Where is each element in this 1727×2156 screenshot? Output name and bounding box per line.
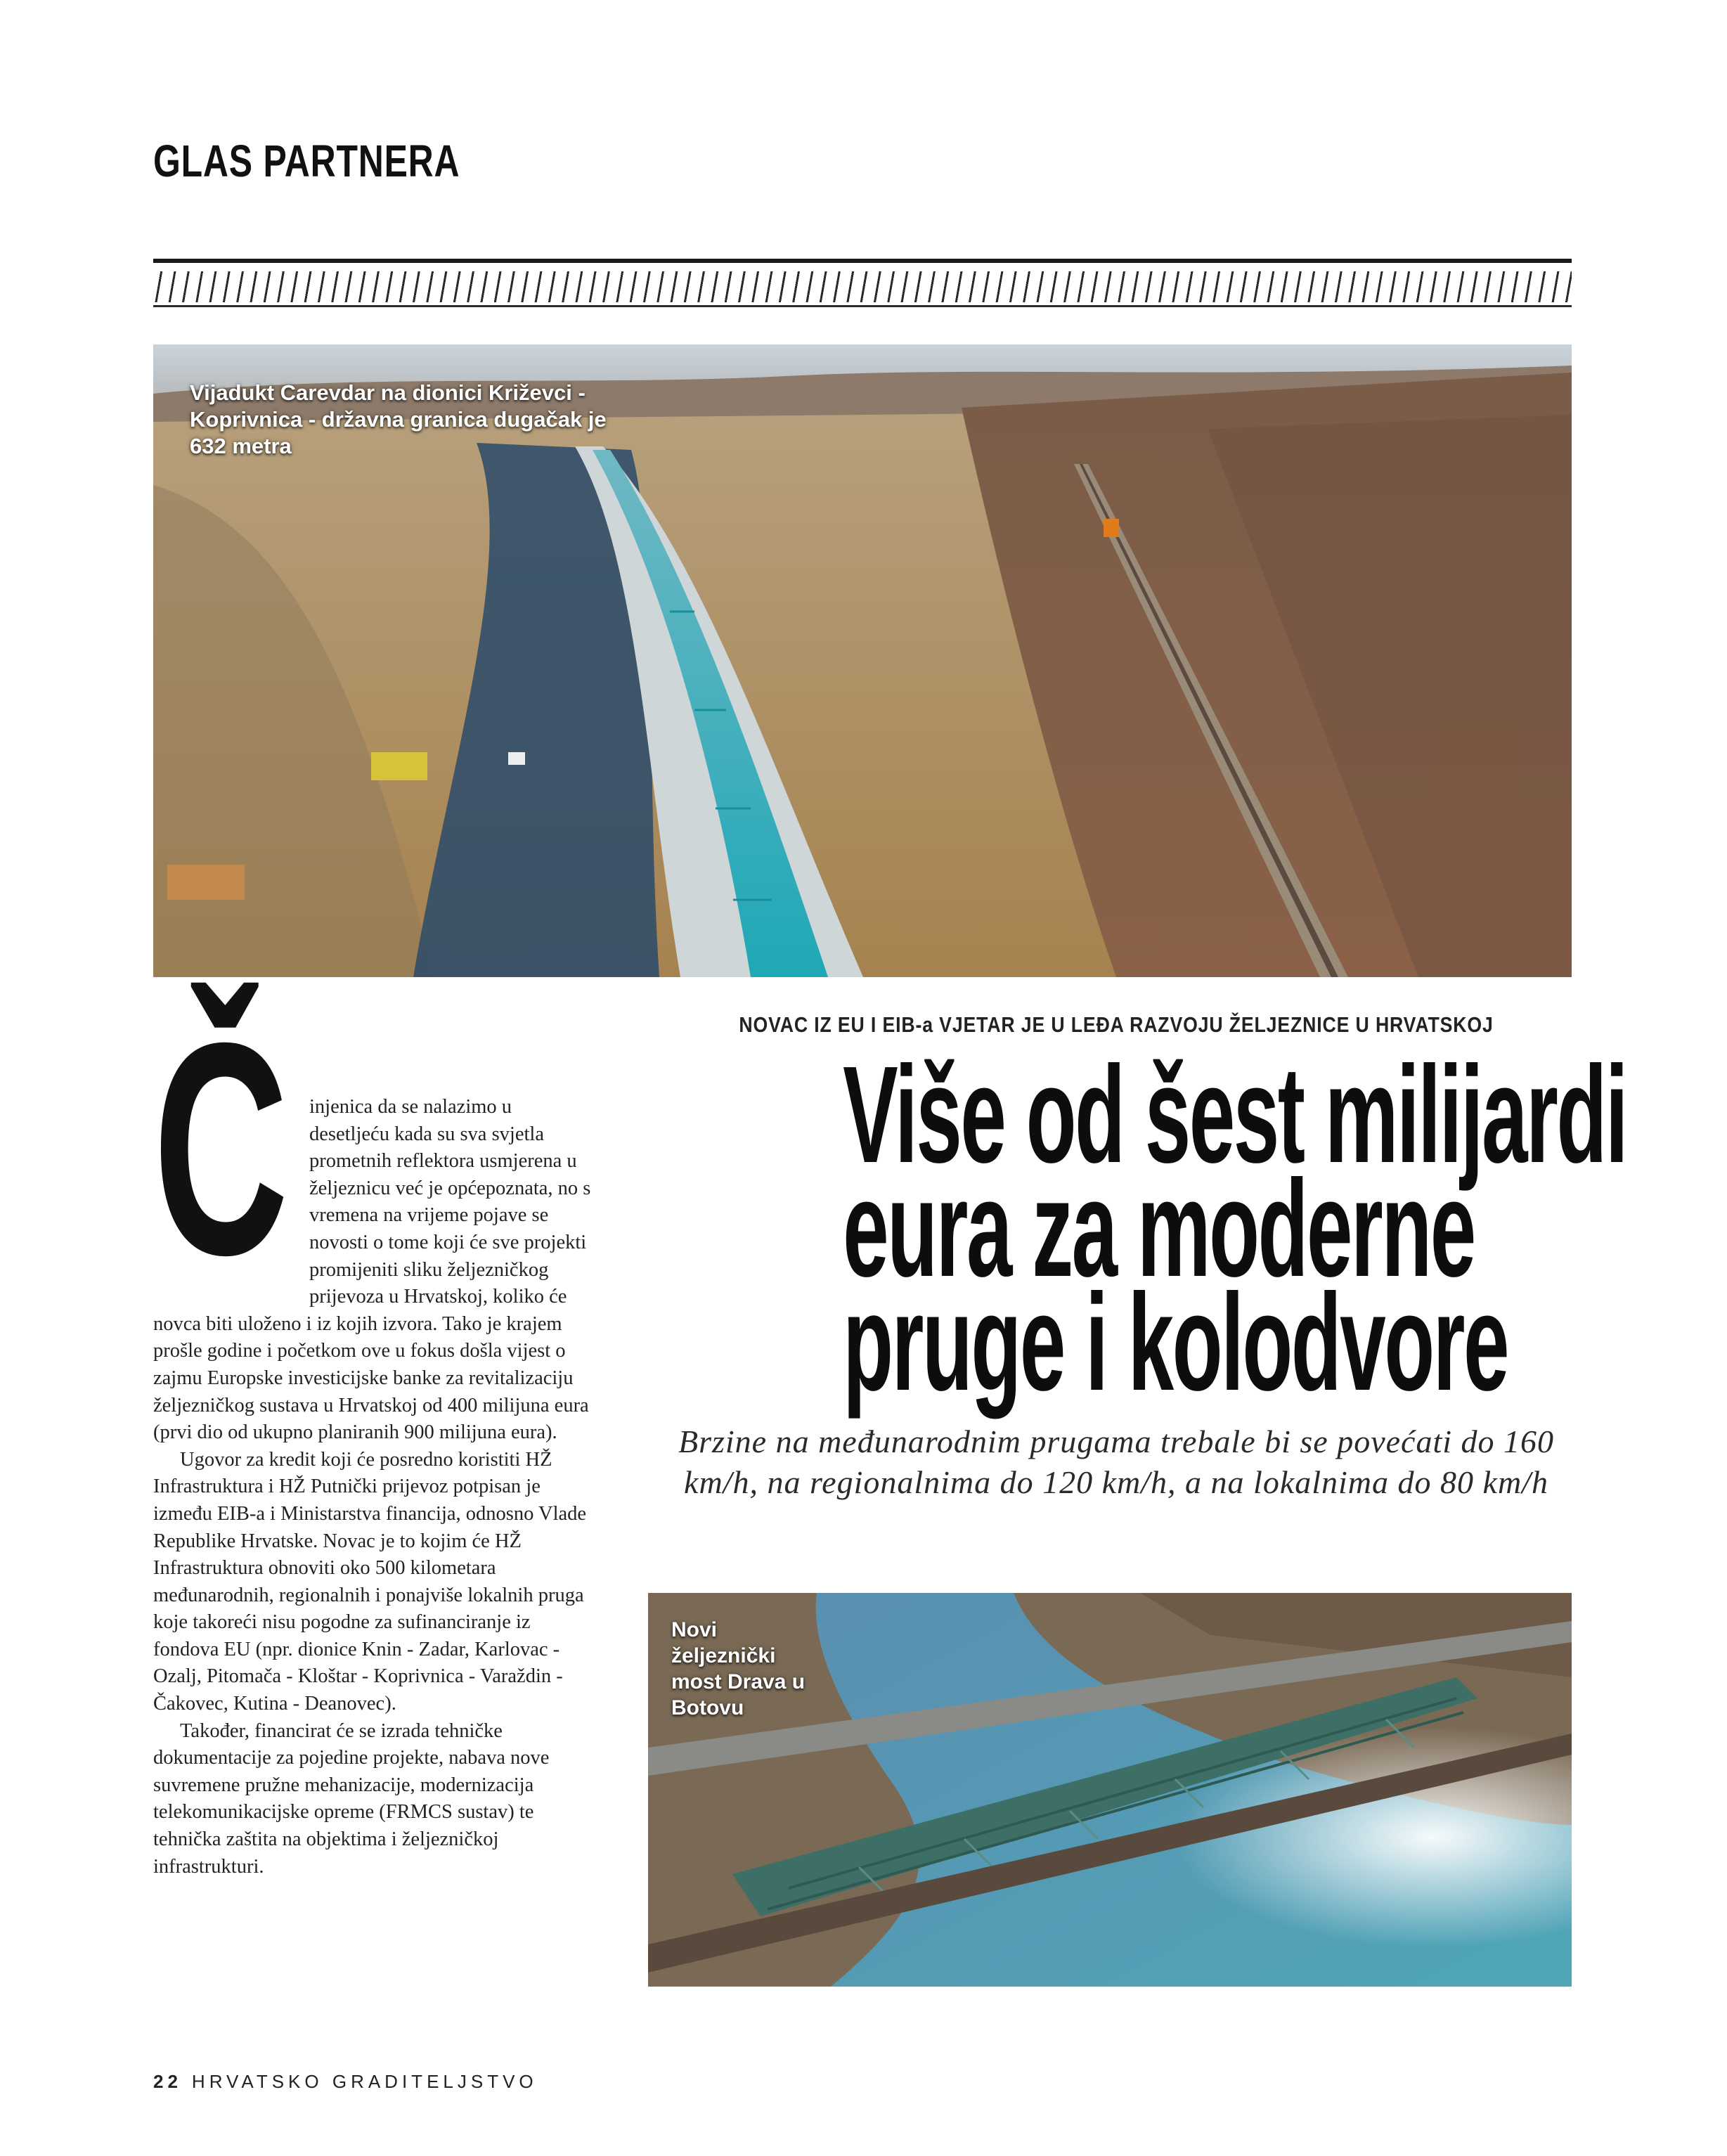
- headline: [661, 1038, 1627, 1419]
- hatch-divider: [153, 271, 1572, 302]
- headline-line: Više od šest milijardi: [843, 1038, 1627, 1192]
- article-body: [153, 1094, 593, 1880]
- page-number: 22: [153, 2071, 182, 2092]
- hatch-underline: [153, 305, 1572, 307]
- drop-cap: Č: [153, 981, 289, 1318]
- headline-line: pruge i kolodvore: [843, 1265, 1508, 1419]
- article-paragraph-2: Ugovor za kredit koji će posredno koristiti HŽ Infrastruktura i HŽ Putnički prijevoz potpisan je između EIB-a i Ministarstva financija, odnosno Vlade Republike Hrvatske. Novac je to kojim će HŽ Infrastruktura obnoviti oko 500 kilometara međunarodnih, regionalnih i ponajviše lokalnih pruga koje takoreći nisu pogodne za sufinanciranje iz fondova EU (npr. dionice Knin - Zadar, Karlovac - Ozalj, Pitomača - Kloštar - Koprivnica - Varaždin - Čakovec, Kutina - Deanovec).: [153, 1448, 587, 1715]
- article-paragraph-3: Također, financirat će se izrada tehničke dokumentacije za pojedine projekte, nabava nove suvremene pružne mehanizacije, modernizacija telekomunikacijske opreme (FRMCS sustav) te tehnička zaštita na objektima i željezničkoj infrastrukturi.: [153, 1719, 550, 1878]
- header-rule: [153, 259, 1572, 263]
- kicker: NOVAC IZ EU I EIB-a VJETAR JE U LEĐA RAZVOJU ŽELJEZNICE U HRVATSKOJ: [739, 1012, 1494, 1037]
- publication-name: HRVATSKO GRADITELJSTVO: [191, 2071, 538, 2092]
- bridge-caption: Novi željeznički most Drava u Botovu: [671, 1618, 806, 1719]
- article-paragraph-1: injenica da se nalazimo u desetljeću kada su sva svjetla prometnih reflektora usmjerena u željeznicu već je općepoznata, no s vremena na vrijeme pojave se novosti o tome koji će sve projekti promijeniti sliku željezničkog prijevoza u Hrvatskoj, koliko će novca biti uloženo i iz kojih izvora. Tako je krajem prošle godine i početkom ove u fokus došla vijest o zajmu Europske investicijske banke za revitalizaciju željezničkog sustava u Hrvatskoj od 400 milijuna eura (prvi dio od ukupno planiranih 900 milijuna eura).: [153, 1096, 591, 1444]
- viaduct-caption: Vijadukt Carevdar na dionici Križevci - Koprivnica - državna granica dugačak je 632 metra: [190, 380, 607, 458]
- deck: Brzine na međunarodnim prugama trebale bi se povećati do 160 km/h, na regionalnima do 120 km/h, a na lokalnima do 80 km/h: [678, 1424, 1555, 1500]
- section-label: GLAS PARTNERA: [153, 136, 460, 186]
- headline-line: eura za moderne: [843, 1151, 1475, 1305]
- page-footer: [153, 2071, 538, 2093]
